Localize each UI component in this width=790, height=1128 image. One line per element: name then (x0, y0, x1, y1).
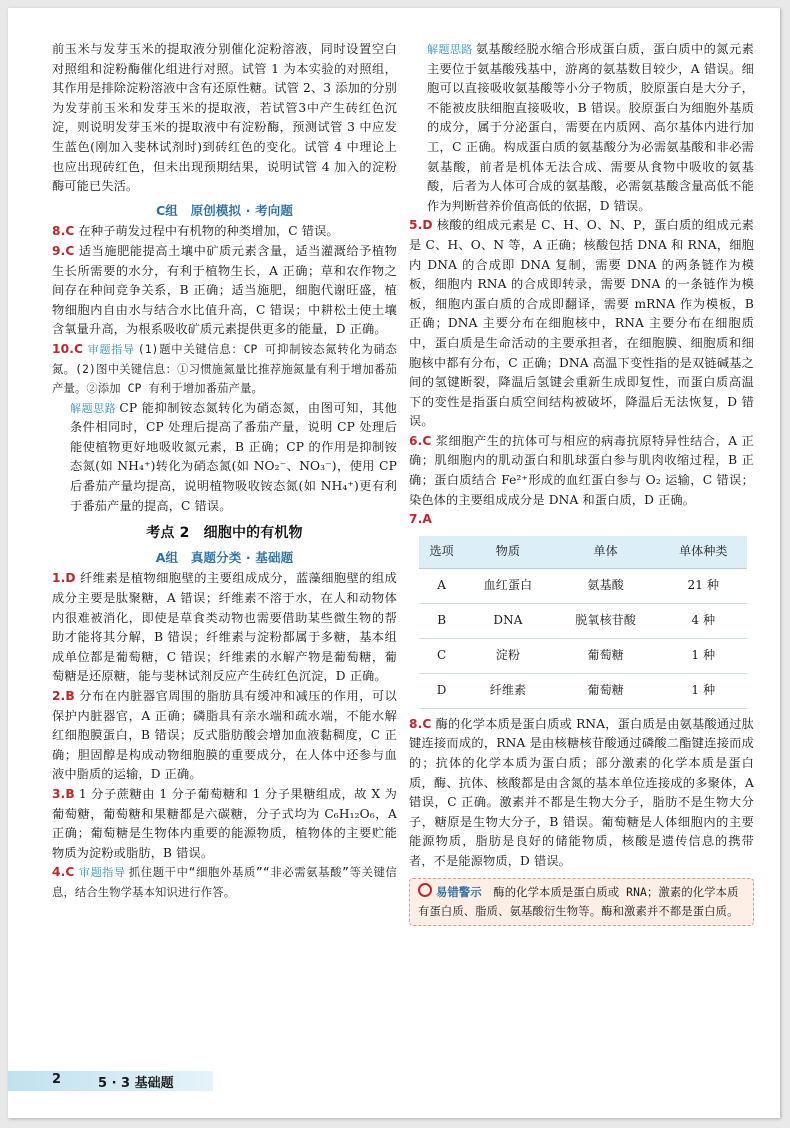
answer-letter: B (65, 689, 75, 703)
table-cell: 葡萄糖 (552, 638, 660, 673)
right-column (409, 40, 754, 926)
answer-10 (52, 340, 397, 399)
answer-letter: C (65, 224, 75, 239)
table-cell: 1 种 (660, 638, 747, 673)
answer-letter: D (422, 218, 433, 233)
table-cell: A (419, 568, 464, 603)
section-heading-c: C组 原创模拟 · 考向题 (155, 202, 294, 218)
section-heading-a: A组 真题分类 · 基础题 (155, 549, 294, 565)
answer-letter: C (422, 716, 432, 731)
table-cell: B (419, 603, 464, 638)
question-number: 10. (52, 341, 75, 356)
left-column (52, 40, 397, 903)
table-cell: 1 种 (660, 673, 747, 708)
intro-paragraph: 前玉米与发芽玉米的提取液分别催化淀粉溶液，同时设置空白对照组和淀粉酶催化组进行对照。试管 1 为本实验的对照组，其作用是排除淀粉溶液中含有还原性糖。试管 2、3 添加的分别为发芽前玉米和发芽玉米的提取液，若试管3中产生砖红色沉淀，则说明发芽玉米的提取液中有淀粉酶，预测试管 3 中应发生蓝色(刚加入斐林试剂时)到砖红色的变化。试管 4 中理论上也应出现砖红色，但未出现预期结果，说明试管 4 加入的淀粉酶可能已失活。 (52, 42, 397, 194)
answer-letter: C (65, 243, 75, 258)
answer-text: 纤维素是植物细胞壁的主要组成成分，蓝藻细胞壁的组成成分主要是肽聚糖，A 错误；纤维素不溶于水，在人和动物体内很难被消化，即使是草食类动物也需要借助某些微生物的帮助才能将其分解，B 错误；纤维素与淀粉都属于多糖，基本组成单位都是葡萄糖，C 错误；纤维素的水解产物是葡萄糖，葡萄糖是还原糖，能与斐林试剂反应产生砖红色沉淀，D 正确。 (52, 571, 397, 684)
answer-text: 酶的化学本质是蛋白质或 RNA，蛋白质是由氨基酸通过肽键连接而成的，RNA 是由核糖核苷酸通过磷酸二酯键连接而成的；抗体的化学本质为蛋白质；部分激素的化学本质是蛋白质，酶、抗体、核酸都是由含氮的基本单位连接成的多聚体，A 错误，C 正确。激素并不都是生物大分子，脂肪不是生物大分子，糖原是生物大分子，B 错误。葡萄糖是人体细胞内的主要能源物质，脂肪是良好的储能物质，核酸是遗传信息的携带者，不是能源物质，D 错误。 (409, 716, 754, 868)
table-cell: C (419, 638, 464, 673)
table-row (419, 638, 747, 673)
answer-4-solution (409, 40, 754, 216)
answer-letter: C (422, 433, 432, 448)
tag-label: 解题思路 (427, 43, 473, 56)
answer-letter: A (422, 512, 433, 527)
answer-10-solution (52, 399, 397, 517)
question-number: 6. (409, 433, 423, 448)
hint-text: (1)题中关键信息：CP 可抑制铵态氮转化为硝态氮。(2)图中关键信息：①习惯施氮量比推荐施氮量有利于增加番茄产量。②添加 CP 有利于增加番茄产量。 (52, 342, 397, 396)
question-number: 2. (52, 689, 66, 703)
table-row (419, 568, 747, 603)
answer-7 (409, 510, 754, 530)
question-number: 5. (409, 218, 423, 233)
table-header: 物质 (464, 536, 551, 569)
question-number: 1. (52, 571, 66, 586)
table-header: 选项 (419, 536, 464, 569)
table-cell: 脱氧核苷酸 (552, 603, 660, 638)
answer-3 (52, 785, 397, 863)
question-number: 4. (52, 865, 66, 880)
tag-label: 审题指导 (87, 342, 135, 356)
table-row (419, 673, 747, 708)
answer-text: 浆细胞产生的抗体可与相应的病毒抗原特异性结合，A 正确；肌细胞内的肌动蛋白和肌球蛋白参与肌肉收缩过程，B 正确；蛋白质结合 Fe²⁺形成的血红蛋白参与 O₂ 运输，C 错误；染色体的主要组成成分是 DNA 和蛋白质，D 正确。 (409, 433, 754, 507)
warning-label: 易错警示 (436, 885, 482, 899)
book-title: 5 · 3 基础题 (98, 1076, 174, 1091)
table-cell: 葡萄糖 (552, 673, 660, 708)
table-cell: DNA (464, 603, 551, 638)
answer-8 (52, 222, 397, 242)
table-cell: 氨基酸 (552, 568, 660, 603)
question-number: 9. (52, 243, 66, 258)
kaodian-heading: 考点 2 细胞中的有机物 (146, 525, 303, 542)
table-header: 单体种类 (660, 536, 747, 569)
table-header: 单体 (552, 536, 660, 569)
solution-text: CP 能抑制铵态氮转化为硝态氮，由图可知，其他条件相同时，CP 处理后提高了番茄产量，说明 CP 处理后能使植物更好地吸收氮元素，B 正确；CP 的作用是抑制铵态氮(如 NH₄⁺)转化为硝态氮(如 NO₂⁻、NO₃⁻)，使用 CP 后番茄产量均提高，说明植物吸收铵态氮(如 NH₄⁺)更有利于番茄产量的提高，C 错误。 (70, 400, 397, 513)
table-cell: 纤维素 (464, 673, 551, 708)
question-number: 8. (409, 716, 423, 731)
answer-5 (409, 216, 754, 432)
answer-2 (52, 687, 397, 785)
table-row (419, 603, 747, 638)
tag-label: 审题指导 (78, 866, 126, 880)
answer-text: 在种子萌发过程中有机物的种类增加，C 错误。 (78, 224, 339, 239)
document-page (8, 8, 780, 1118)
page-footer (8, 1071, 213, 1091)
table-cell: 淀粉 (464, 638, 551, 673)
table-cell: 21 种 (660, 568, 747, 603)
question-number: 7. (409, 512, 423, 527)
answer-letter: B (65, 786, 75, 801)
warning-text: 酶的化学本质是蛋白质或 RNA；激素的化学本质有蛋白质、脂质、氨基酸衍生物等。酶和激素并不都是蛋白质。 (418, 885, 739, 918)
solution-text: 氨基酸经脱水缩合形成蛋白质，蛋白质中的氮元素主要位于氨基酸残基中，游离的氨基数目较少，A 错误。细胞可以直接吸收氨基酸等小分子物质，胶原蛋白是大分子，不能被皮肤细胞直接吸收，B 错误。胶原蛋白为细胞外基质的成分，属于分泌蛋白，需要在内质网、高尔基体内进行加工，C 正确。构成蛋白质的氨基酸分为必需氨基酸和非必需氨基酸，前者是机体无法合成、需要从食物中吸收的氨基酸，后者为人体可合成的氨基酸，必需氨基酸含量高低不能作为判断营养价值高低的依据，D 错误。 (427, 42, 754, 213)
answer-text: 适当施肥能提高土壤中矿质元素含量，适当灌溉给予植物生长所需要的水分，有利于植物生长，A 正确；草和农作物之间存在种间竞争关系，B 正确；适当施肥，细胞代谢旺盛，植物细胞内自由水与结合水比值升高，C 错误；中耕松土使土壤含氧量升高，为根系吸收矿质元素提供更多的能量，D 正确。 (52, 243, 397, 337)
answer-text: 1 分子蔗糖由 1 分子葡萄糖和 1 分子果糖组成，故 X 为葡萄糖，葡萄糖和果糖都是六碳糖，分子式均为 C₆H₁₂O₆，A 正确；葡萄糖是生物体内重要的能源物质，植物体的主要贮能物质为淀粉或脂肪，B 错误。 (52, 786, 397, 860)
answer-1 (52, 569, 397, 687)
table-cell: D (419, 673, 464, 708)
question-number: 3. (52, 786, 66, 801)
question-number: 8. (52, 224, 66, 239)
monomer-table (419, 536, 747, 709)
answer-text: 分布在内脏器官周围的脂肪具有缓冲和减压的作用，可以保护内脏器官，A 正确；磷脂具有亲水端和疏水端，不能水解红细胞膜蛋白，B 错误；反式脂肪酸会增加血液黏稠度，C 正确；胆固醇是构成动物细胞膜的重要成分，在人体中还参与血液中脂质的运输，D 正确。 (52, 689, 397, 782)
answer-8-right (409, 715, 754, 872)
table-cell: 血红蛋白 (464, 568, 551, 603)
answer-9 (52, 242, 397, 340)
tag-label: 解题思路 (70, 401, 117, 415)
answer-text: 核酸的组成元素是 C、H、O、N、P，蛋白质的组成元素是 C、H、O、N 等，A 正确；核酸包括 DNA 和 RNA，细胞内 DNA 的合成即 DNA 复制，需要 DNA 的两条链作为模板，细胞内 RNA 的合成即转录，需要 DNA 的一条链作为模板，细胞内蛋白质的合成即翻译，需要 mRNA 作为模板，B 正确；DNA 主要分布在细胞核中，RNA 主要分布在细胞质中，蛋白质是生命活动的主要承担者，在细胞膜、细胞质和细胞核中都有分布，C 正确；DNA 高温下变性指的是双链碱基之间的氢键断裂，降温后氢键会重新生成即复性，而蛋白质高温下的变性是指蛋白质空间结构被破坏，降温后无法恢复，D 错误。 (409, 218, 754, 429)
answer-letter: D (65, 571, 76, 586)
error-warning-box (409, 878, 754, 926)
hint-text: 抓住题干中“细胞外基质”“非必需氨基酸”等关键信息，结合生物学基本知识进行作答。 (52, 866, 397, 899)
answer-4 (52, 863, 397, 902)
answer-6 (409, 432, 754, 510)
search-icon (418, 883, 432, 897)
answer-letter: C (74, 341, 84, 356)
table-cell: 4 种 (660, 603, 747, 638)
page-number: 2 (52, 1072, 62, 1087)
answer-letter: C (65, 865, 75, 880)
table-header-row (419, 536, 747, 569)
